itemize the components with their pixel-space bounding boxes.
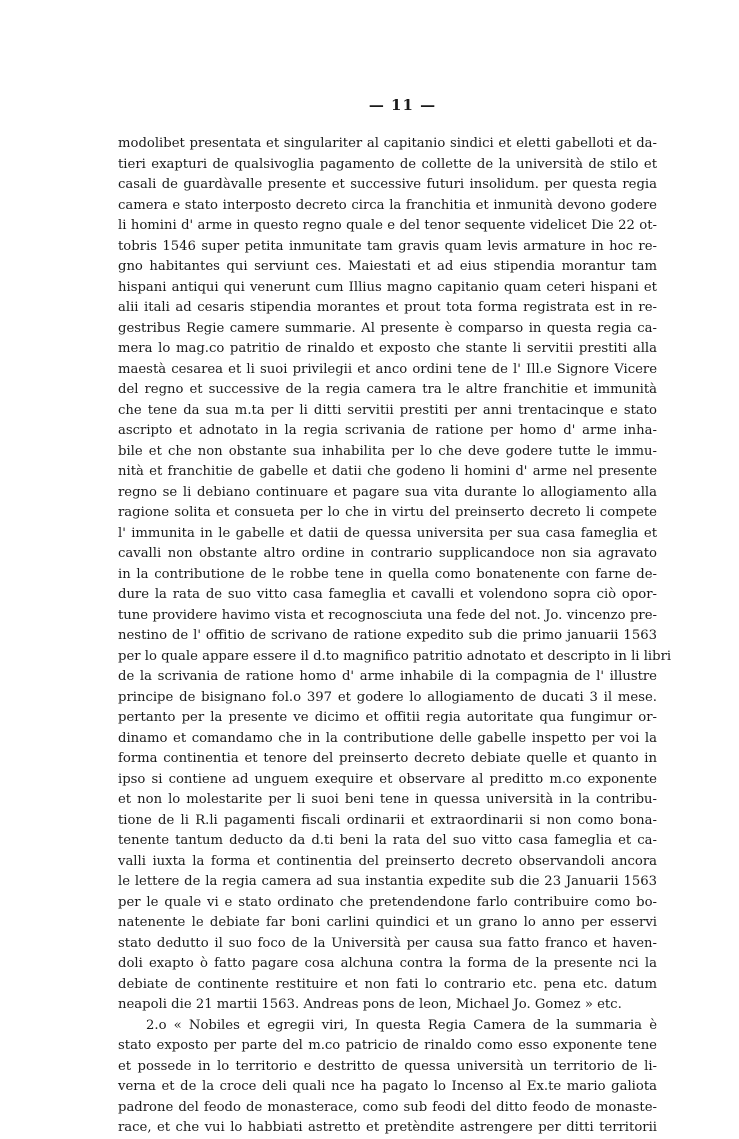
text-line: camera e stato interposto decreto circa la franchitia et inmunità devono godere xyxy=(118,197,657,213)
text-line: pertanto per la presente ve dicimo et offitii regia autoritate qua fungimur or- xyxy=(118,710,657,725)
text-line: in la contributione de le robbe tene in quella como bonatenente con farne de- xyxy=(118,566,657,582)
text-line: nestino de l' offitio de scrivano de ratione expedito sub die primo januarii 1563 xyxy=(118,628,657,643)
text-line: tobris 1546 super petita inmunitate tam gravis quam levis armature in hoc re- xyxy=(118,238,657,254)
text-line: cavalli non obstante altro ordine in contrario supplicandoce non sia agravato xyxy=(118,546,657,561)
text-line: race, et che vui lo habbiati astretto et pretèndite astrengere per ditti territorii xyxy=(118,1120,657,1135)
text-line: tune providere havimo vista et recognosciuta una fede del not. Jo. vincenzo pre- xyxy=(118,607,657,623)
text-line: bile et che non obstante sua inhabilita per lo che deve godere tutte le immu- xyxy=(118,443,657,459)
text-line: neapoli die 21 martii 1563. Andreas pons de leon, Michael Jo. Gomez » etc. xyxy=(118,997,622,1012)
document-page xyxy=(118,96,672,1139)
text-line: mera lo mag.co patritio de rinaldo et exposto che stante li servitii prestiti alla xyxy=(118,341,657,356)
text-line: principe de bisignano fol.o 397 et godere lo allogiamento de ducati 3 il mese. xyxy=(118,689,657,705)
text-line: alii itali ad cesaris stipendia morantes et prout tota forma registrata est in re- xyxy=(118,300,657,315)
text-line: regno se li debiano continuare et pagare sua vita durante lo allogiamento alla xyxy=(118,484,657,500)
text-line: maestà cesarea et li suoi privilegii et anco ordini tene de l' Ill.e Signore Vicere xyxy=(118,361,657,377)
text-line: hispani antiqui qui venerunt cum Illius magno capitanio quam ceteri hispani et xyxy=(118,279,657,295)
text-line: padrone del feodo de monasterace, como sub feodi del ditto feodo de monaste- xyxy=(118,1099,657,1115)
text-line: gno habitantes qui serviunt ces. Maiestati et ad eius stipendia morantur tam xyxy=(118,259,657,274)
text-line: stato exposto per parte del m.co patricio de rinaldo como esso exponente tene xyxy=(118,1038,657,1053)
text-line: verna et de la croce deli quali nce ha pagato lo Incenso al Ex.te mario galiota xyxy=(118,1079,657,1094)
text-line: nità et franchitie de gabelle et datii che godeno li homini d' arme nel presente xyxy=(118,464,657,479)
text-line: ascripto et adnotato in la regia scrivania de ratione per homo d' arme inha- xyxy=(118,423,657,438)
text-line: per le quale vi e stato ordinato che pretendendone farlo contribuire como bo- xyxy=(118,894,657,910)
text-line: tenente tantum deducto da d.ti beni la rata del suo vitto casa fameglia et ca- xyxy=(118,833,657,848)
text-line: dinamo et comandamo che in la contributione delle gabelle inspetto per voi la xyxy=(118,730,657,746)
text-line: et possede in lo territorio e destritto de quessa università un territorio de li- xyxy=(118,1058,657,1074)
text-line: tione de li R.li pagamenti fiscali ordinarii et extraordinarii si non como bona- xyxy=(118,812,657,828)
text-line: ipso si contiene ad unguem exequire et observare al preditto m.co exponente xyxy=(118,771,657,787)
text-line: doli exapto ò fatto pagare cosa alchuna contra la forma de la presente nci la xyxy=(118,956,657,971)
text-line: forma continentia et tenore del preinserto decreto debiate quelle et quanto in xyxy=(118,751,657,766)
text-line: stato dedutto il suo foco de la Università per causa sua fatto franco et haven- xyxy=(118,935,657,951)
text-line: tieri exapturi de qualsivoglia pagamento de collette de la università de stilo et xyxy=(118,156,657,172)
text-line: li homini d' arme in questo regno quale e del tenor sequente videlicet Die 22 ot- xyxy=(118,218,657,233)
text-line: et non lo molestarite per li suoi beni tene in quessa università in la contribu- xyxy=(118,792,657,807)
text-line: ragione solita et consueta per lo che in virtu del preinserto decreto li compete xyxy=(118,505,657,520)
text-line: le lettere de la regia camera ad sua instantia expedite sub die 23 Januarii 1563 xyxy=(118,874,657,889)
text-line: valli iuxta la forma et continentia del preinserto decreto observandoli ancora xyxy=(118,853,657,869)
text-line: gestribus Regie camere summarie. Al presente è comparso in questa regia ca- xyxy=(118,320,657,336)
text-line: per lo quale appare essere il d.to magnifico patritio adnotato et descripto in li libri xyxy=(118,648,672,664)
text-line: de la scrivania de ratione homo d' arme inhabile di la compagnia de l' illustre xyxy=(118,669,657,684)
text-line: l' immunita in le gabelle et datii de quessa universita per sua casa fameglia et xyxy=(118,525,657,541)
document-body xyxy=(118,134,672,1139)
text-line: natenente le debiate far boni carlini quindici et un grano lo anno per esservi xyxy=(118,915,657,930)
text-line: casali de guardàvalle presente et successive futuri insolidum. per questa regia xyxy=(118,177,657,192)
page-number: — 11 — xyxy=(368,96,437,114)
text-line: del regno et successive de la regia camera tra le altre franchitie et immunità xyxy=(118,382,657,397)
text-line: che tene da sua m.ta per li ditti servitii prestiti per anni trentacinque e stato xyxy=(118,402,657,418)
text-line: debiate de continente restituire et non fati lo contrario etc. pena etc. datum xyxy=(118,976,657,992)
text-line: 2.o « Nobiles et egregii viri, In questa Regia Camera de la summaria è xyxy=(146,1017,657,1033)
text-line: dure la rata de suo vitto casa fameglia et cavalli et volendono sopra ciò opor- xyxy=(118,587,657,602)
text-line: modolibet presentata et singulariter al capitanio sindici et eletti gabelloti et da- xyxy=(118,136,657,151)
